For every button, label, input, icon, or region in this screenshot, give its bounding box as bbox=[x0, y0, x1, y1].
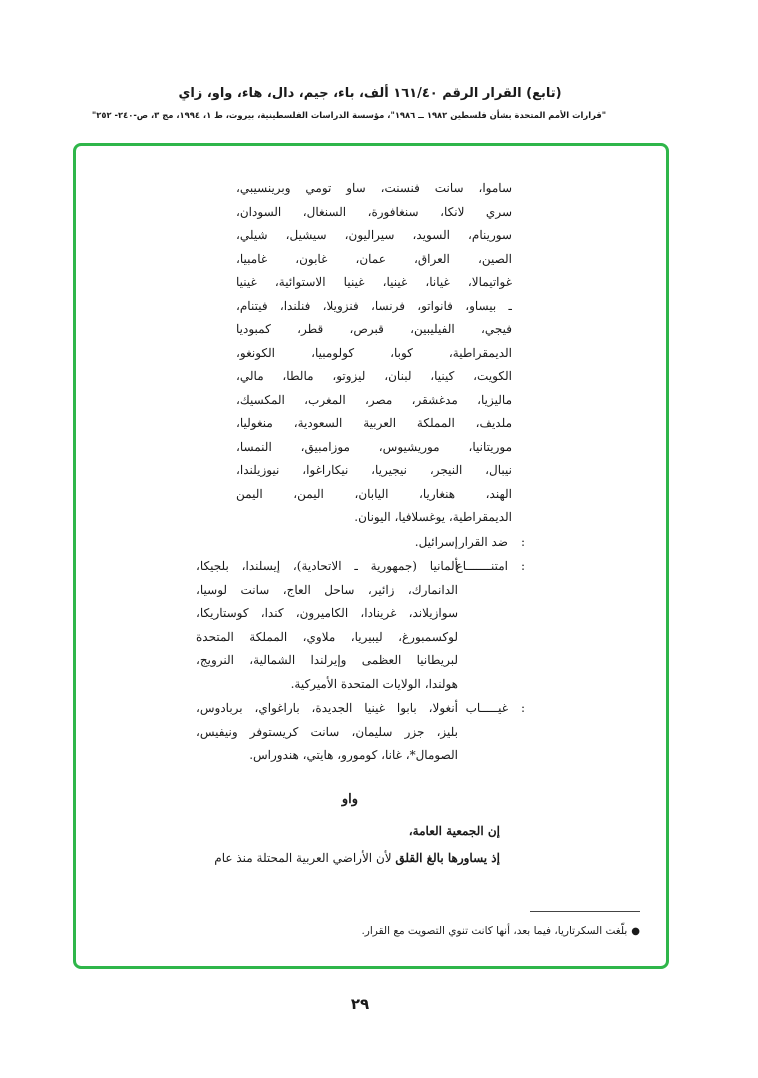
page-header-title: (تابع) القرار الرقم ١٦١/٤٠ ألف، باء، جيم، دال، هاء، واو، زاي bbox=[178, 86, 562, 101]
list-line: هولندا، الولايات المتحدة الأميركية. bbox=[290, 676, 458, 691]
page-number: ٢٩ bbox=[350, 995, 370, 1013]
against-label: ضد القرار bbox=[458, 535, 508, 549]
section-heading-waw: واو bbox=[341, 792, 359, 807]
absent-country-list bbox=[196, 697, 458, 768]
list-line: أنغولا، بابوا غينيا الجديدة، باراغواي، بربادوس، bbox=[196, 701, 458, 715]
list-line: لوكسمبورغ، ليبيريا، ملاوي، المملكة المتحدة bbox=[196, 629, 458, 644]
resolution-clause bbox=[214, 851, 500, 865]
list-line: الصومال*، غانا، كومورو، هايتي، هندوراس. bbox=[249, 748, 458, 762]
page-header-source: "قرارات الأمم المتحدة بشأن فلسطين ١٩٨٢ ــ ١٩٨٦"، مؤسسة الدراسات الفلسطينية، بيروت، ط ١، ١٩٩٤، مج ٣، ص-٢٤٠- ٢٥٢" bbox=[91, 110, 607, 120]
abstain-country-list bbox=[196, 555, 458, 696]
list-line: بليز، جزر سليمان، سانت كريستوفر ونيفيس، bbox=[196, 724, 458, 739]
list-line: سورينام، السويد، سيراليون، سيشيل، شيلي، bbox=[236, 228, 512, 242]
list-line: غواتيمالا، غيانا، غينيا، غينيا الاستوائية، غينيا bbox=[236, 275, 512, 289]
against-value: إسرائيل. bbox=[414, 535, 458, 549]
list-line: الكويت، كينيا، لبنان، ليزوتو، مالطا، مالي، bbox=[236, 369, 512, 383]
list-line: نيبال، النيجر، نيجيريا، نيكاراغوا، نيوزيلندا، bbox=[236, 463, 512, 477]
footnote-divider bbox=[530, 911, 640, 912]
in-favour-country-list bbox=[236, 177, 512, 530]
clause-opening: إذ يساورها بالغ القلق bbox=[395, 851, 500, 865]
resolution-preamble: إن الجمعية العامة، bbox=[408, 824, 500, 838]
against-colon: : bbox=[520, 535, 525, 549]
list-line: فيجي، الفيليبين، قبرص، قطر، كمبوديا bbox=[236, 322, 512, 336]
list-line: الديمقراطية، يوغسلافيا، اليونان. bbox=[354, 510, 512, 524]
list-line: ألمانيا (جمهورية ـ الاتحادية)، إيسلندا، بلجيكا، bbox=[196, 559, 458, 573]
footnote-bullet-icon: ● bbox=[631, 926, 640, 937]
list-line: سوازيلاند، غرينادا، الكاميرون، كندا، كوستاريكا، bbox=[196, 606, 458, 620]
list-line: سري لانكا، سنغافورة، السنغال، السودان، bbox=[236, 204, 512, 219]
abstain-colon: : bbox=[520, 559, 525, 573]
list-line: ـ بيساو، فانواتو، فرنسا، فنزويلا، فنلندا، فيتنام، bbox=[236, 298, 512, 313]
abstain-label: امتنـــــــاع bbox=[455, 559, 508, 573]
list-line: الصين، العراق، عمان، غابون، غامبيا، bbox=[236, 251, 512, 266]
list-line: ملديف، المملكة العربية السعودية، منغوليا، bbox=[236, 416, 512, 430]
list-line: الهند، هنغاريا، اليابان، اليمن، اليمن bbox=[236, 486, 512, 501]
clause-text: لأن الأراضي العربية المحتلة منذ عام bbox=[214, 851, 396, 865]
footnote bbox=[361, 925, 640, 937]
absent-colon: : bbox=[520, 701, 525, 715]
footnote-text: بلّغت السكرتاريا، فيما بعد، أنها كانت تنوي التصويت مع القرار. bbox=[361, 925, 628, 937]
list-line: لبريطانيا العظمى وإيرلندا الشمالية، النرويج، bbox=[196, 653, 458, 667]
list-line: ماليزيا، مدغشقر، مصر، المغرب، المكسيك، bbox=[236, 392, 512, 407]
list-line: موريتانيا، موريشيوس، موزامبيق، النمسا، bbox=[236, 439, 512, 454]
list-line: ساموا، سانت فنسنت، ساو تومي وبرينسيبي، bbox=[236, 181, 512, 195]
absent-label: غيـــــاب bbox=[465, 701, 508, 715]
list-line: الديمقراطية، كوبا، كولومبيا، الكونغو، bbox=[236, 345, 512, 360]
list-line: الدانمارك، زائير، ساحل العاج، سانت لوسيا، bbox=[196, 582, 458, 597]
